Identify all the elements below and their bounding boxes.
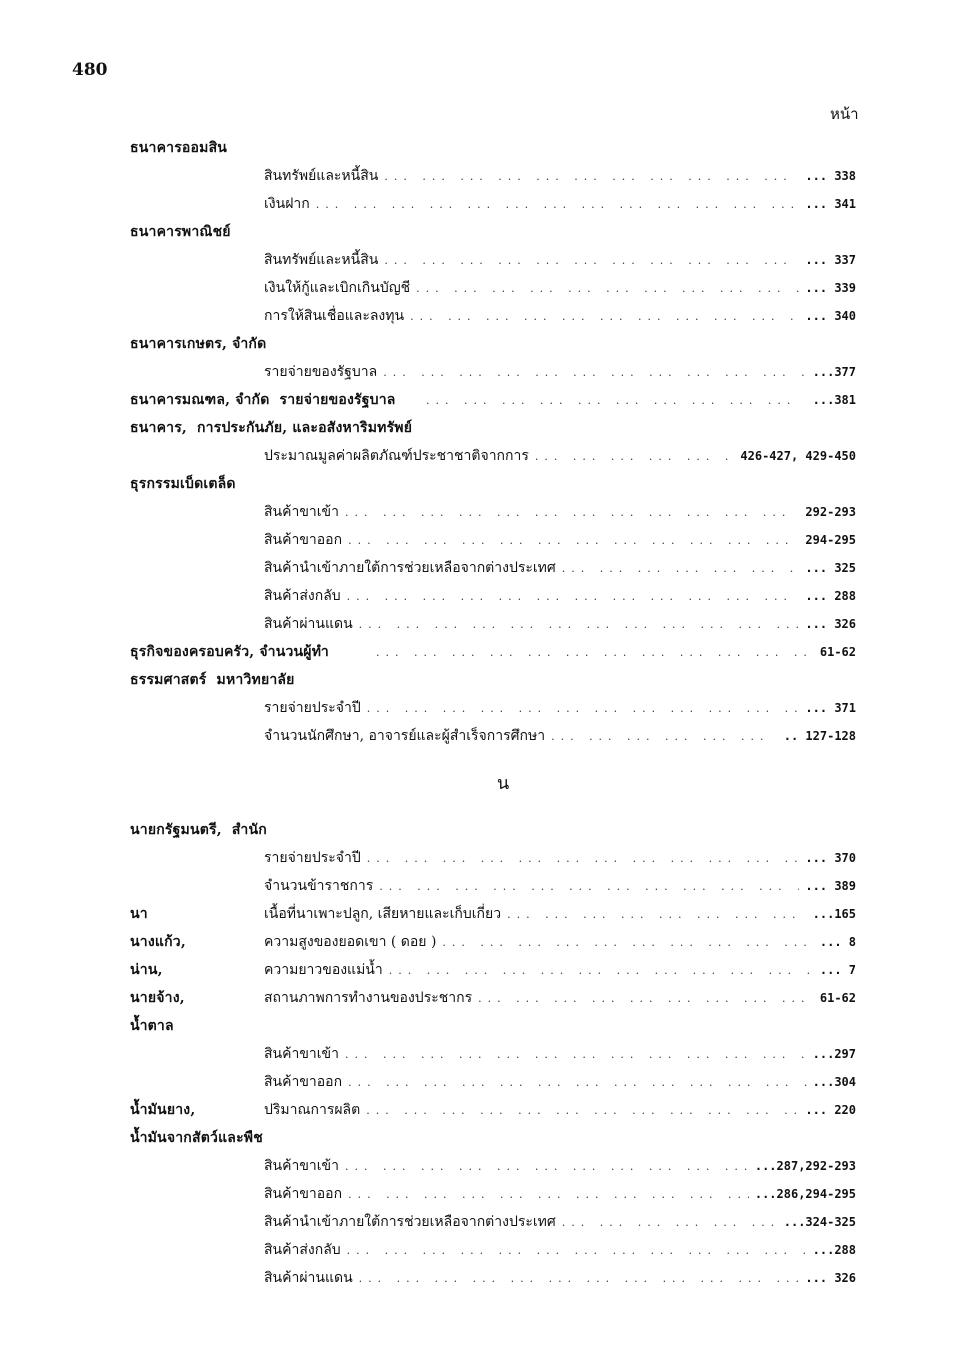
entry-detail	[264, 956, 856, 985]
dot-leader	[367, 695, 800, 723]
index-entry	[0, 190, 966, 218]
index-entry	[0, 414, 966, 442]
entry-detail	[264, 1236, 856, 1265]
dot-leader	[410, 303, 799, 331]
entry-subject: สินค้าส่งกลับ	[264, 588, 341, 604]
entry-detail	[264, 554, 856, 583]
dot-leader	[316, 191, 800, 219]
entry-subject: สินค้านำเข้าภายใต้การช่วยเหลือจากต่างประเทศ	[264, 560, 556, 576]
entry-detail	[264, 1208, 856, 1237]
entry-page-numbers: ... 7	[819, 963, 856, 977]
entry-page-numbers: ... 326	[805, 617, 856, 631]
entry-page-numbers: 294-295	[805, 533, 856, 547]
entry-subject: สินค้าผ่านแดน	[264, 616, 353, 632]
entry-subject: รายจ่ายของรัฐบาล	[264, 364, 378, 380]
entry-subject: สินค้าขาออก	[264, 532, 343, 548]
entry-page-numbers: ... 288	[805, 589, 856, 603]
index-entry	[0, 1152, 966, 1180]
dot-leader	[442, 929, 813, 957]
entry-detail	[370, 638, 856, 667]
index-entry	[0, 984, 966, 1012]
entry-subject: จำนวนนักศึกษา, อาจารย์และผู้สำเร็จการศึกษา	[264, 728, 546, 744]
index-entry	[0, 638, 966, 666]
entry-heading	[130, 134, 227, 162]
entry-heading	[130, 414, 412, 442]
index-entry	[0, 274, 966, 302]
entry-heading-text: น่าน,	[130, 962, 163, 978]
entry-heading	[130, 928, 186, 956]
entry-page-numbers: ... 220	[805, 1103, 856, 1117]
dot-leader	[389, 957, 814, 985]
index-entry	[0, 1264, 966, 1292]
index-entry	[0, 1124, 966, 1152]
entry-page-numbers: ...297	[812, 1047, 856, 1061]
entry-detail	[264, 1068, 856, 1097]
entry-heading	[130, 1012, 174, 1040]
entry-detail	[264, 722, 856, 751]
entry-heading-text: ธนาคารพาณิชย์	[130, 224, 231, 240]
entry-subject: สินค้าผ่านแดน	[264, 1270, 353, 1286]
dot-leader	[366, 1097, 799, 1125]
entry-subject: เงินให้กู้และเบิกเกินบัญชี	[264, 280, 411, 296]
entry-subject: สินทรัพย์และหนี้สิน	[264, 252, 379, 268]
index-entry	[0, 386, 966, 414]
index-entry	[0, 900, 966, 928]
index-entry	[0, 666, 966, 694]
index-entry	[0, 526, 966, 554]
entry-subject: การให้สินเชื่อและลงทุน	[264, 308, 405, 324]
entry-heading	[130, 218, 231, 246]
dot-leader	[416, 275, 799, 303]
index-entry	[0, 1180, 966, 1208]
index-entry	[0, 844, 966, 872]
entry-page-numbers: ...165	[812, 907, 856, 921]
dot-leader	[359, 1265, 800, 1293]
index-entry	[0, 928, 966, 956]
entry-page-numbers: ... 340	[805, 309, 856, 323]
page-number: 480	[72, 60, 108, 80]
dot-leader	[348, 1181, 749, 1209]
entry-page-numbers: ... 389	[805, 879, 856, 893]
entry-heading-text: น้ำมันจากสัตว์และพืช	[130, 1130, 263, 1146]
entry-page-numbers: ...381	[812, 393, 856, 407]
entry-page-numbers: 426-427, 429-450	[740, 449, 856, 463]
entry-page-numbers: ...304	[812, 1075, 856, 1089]
entry-heading-detail: การประกันภัย, และอสังหาริมทรัพย์	[197, 420, 413, 436]
entry-detail	[264, 1180, 856, 1209]
index-entry	[0, 302, 966, 330]
dot-leader	[345, 499, 799, 527]
page-column-label: หน้า	[830, 105, 859, 123]
index-entry	[0, 1068, 966, 1096]
entry-detail	[264, 582, 856, 611]
entry-page-numbers: ... 341	[805, 197, 856, 211]
entry-heading	[130, 1124, 263, 1152]
entry-detail	[264, 1264, 856, 1293]
dot-leader	[379, 873, 799, 901]
entry-page-numbers: ... 371	[805, 701, 856, 715]
entry-detail	[264, 442, 856, 471]
entry-page-numbers: ...288	[812, 1243, 856, 1257]
entry-heading-text: นางแก้ว,	[130, 934, 186, 950]
entry-detail	[264, 872, 856, 901]
entry-subject: รายจ่ายประจำปี	[264, 700, 361, 716]
entry-subject: สินค้านำเข้าภายใต้การช่วยเหลือจากต่างประเทศ	[264, 1214, 556, 1230]
section-letter: น	[496, 773, 510, 794]
entry-subject: สถานภาพการทำงานของประชากร	[264, 990, 473, 1006]
dot-leader	[367, 845, 800, 873]
entry-detail	[264, 1096, 856, 1125]
dot-leader	[347, 1237, 807, 1265]
entry-detail	[264, 358, 856, 387]
entry-page-numbers: ...377	[812, 365, 856, 379]
entry-page-numbers: ...286,294-295	[754, 1187, 856, 1201]
entry-detail	[264, 694, 856, 723]
index-entry	[0, 1096, 966, 1124]
entry-page-numbers: ... 370	[805, 851, 856, 865]
entry-detail	[264, 302, 856, 331]
entry-detail	[264, 162, 856, 191]
entry-heading-text: นา	[130, 906, 148, 922]
entry-subject: สินค้าขาเข้า	[264, 1046, 339, 1062]
entry-heading	[130, 1096, 195, 1124]
entry-page-numbers: ... 8	[819, 935, 856, 949]
index-entry	[0, 1040, 966, 1068]
dot-leader	[562, 1209, 778, 1237]
dot-leader	[535, 443, 735, 471]
entry-heading	[130, 666, 295, 694]
entry-heading-detail: มหาวิทยาลัย	[216, 672, 295, 688]
entry-heading-text: นายกรัฐมนตรี,	[130, 822, 222, 838]
index-entry	[0, 442, 966, 470]
index-entry	[0, 1236, 966, 1264]
entry-subject: จำนวนข้าราชการ	[264, 878, 374, 894]
entry-heading	[130, 816, 267, 844]
dot-leader	[376, 639, 814, 667]
entry-heading-detail: รายจ่ายของรัฐบาล	[279, 392, 396, 408]
entry-heading-text: ธนาคาร,	[130, 420, 187, 436]
index-list	[0, 134, 966, 1292]
entry-detail	[264, 844, 856, 873]
index-entry	[0, 694, 966, 722]
entry-page-numbers: ...287,292-293	[754, 1159, 856, 1173]
dot-leader	[345, 1153, 749, 1181]
entry-subject: สินค้าส่งกลับ	[264, 1242, 341, 1258]
entry-heading-text: ธนาคารออมสิน	[130, 140, 228, 156]
dot-leader	[551, 723, 778, 751]
entry-page-numbers: ... 325	[805, 561, 856, 575]
entry-heading	[130, 900, 148, 928]
entry-page-numbers: .. 127-128	[783, 729, 856, 743]
entry-detail	[264, 274, 856, 303]
entry-page-numbers: ...324-325	[783, 1215, 856, 1229]
entry-subject: ความยาวของแม่น้ำ	[264, 962, 383, 978]
entry-page-numbers: ... 326	[805, 1271, 856, 1285]
index-entry	[0, 330, 966, 358]
entry-page-numbers: 61-62	[819, 645, 856, 659]
entry-heading-text: ธุรกิจของครอบครัว, จำนวนผู้ทำ	[130, 644, 329, 660]
entry-detail	[264, 190, 856, 219]
index-entry	[0, 1012, 966, 1040]
entry-subject: รายจ่ายประจำปี	[264, 850, 361, 866]
entry-heading-text: ธรรมศาสตร์	[130, 672, 207, 688]
entry-heading	[130, 984, 185, 1012]
entry-subject: ประมาณมูลค่าผลิตภัณฑ์ประชาชาติจากการ	[264, 448, 529, 464]
index-entry	[0, 134, 966, 162]
entry-subject: ปริมาณการผลิต	[264, 1102, 361, 1118]
index-entry	[0, 246, 966, 274]
index-entry	[0, 956, 966, 984]
dot-leader	[478, 985, 814, 1013]
dot-leader	[562, 555, 800, 583]
entry-heading	[130, 956, 163, 984]
entry-detail	[264, 928, 856, 957]
entry-detail	[264, 498, 856, 527]
entry-heading-text: น้ำมันยาง,	[130, 1102, 196, 1118]
entry-detail	[264, 610, 856, 639]
entry-heading-detail: สำนัก	[231, 822, 267, 838]
index-entry	[0, 218, 966, 246]
entry-subject: สินค้าขาเข้า	[264, 1158, 339, 1174]
entry-subject: สินค้าขาออก	[264, 1074, 343, 1090]
index-entry	[0, 470, 966, 498]
entry-heading-text: ธนาคารเกษตร, จำกัด	[130, 336, 267, 352]
index-entry	[0, 554, 966, 582]
entry-page-numbers: ... 339	[805, 281, 856, 295]
entry-page-numbers: 292-293	[805, 505, 856, 519]
entry-page-numbers: ... 337	[805, 253, 856, 267]
index-entry	[0, 722, 966, 750]
dot-leader	[348, 527, 799, 555]
dot-leader	[426, 387, 807, 415]
entry-subject: เนื้อที่นาเพาะปลูก, เสียหายและเก็บเกี่ยว	[264, 906, 502, 922]
index-block-after	[0, 816, 966, 1292]
entry-heading	[130, 330, 266, 358]
entry-subject: เงินฝาก	[264, 196, 310, 212]
entry-heading-text: นายจ้าง,	[130, 990, 185, 1006]
entry-detail	[264, 900, 856, 929]
entry-subject: ความสูงของยอดเขา ( ดอย )	[264, 934, 437, 950]
dot-leader	[383, 359, 806, 387]
entry-detail	[264, 1040, 856, 1069]
dot-leader	[345, 1041, 807, 1069]
entry-subject: สินทรัพย์และหนี้สิน	[264, 168, 379, 184]
entry-detail	[264, 984, 856, 1013]
entry-page-numbers: ... 338	[805, 169, 856, 183]
entry-detail	[420, 386, 856, 415]
index-entry	[0, 582, 966, 610]
index-entry	[0, 498, 966, 526]
entry-heading	[130, 386, 396, 414]
entry-heading	[130, 638, 329, 666]
index-entry	[0, 610, 966, 638]
entry-page-numbers: 61-62	[819, 991, 856, 1005]
entry-subject: สินค้าขาออก	[264, 1186, 343, 1202]
entry-detail	[264, 1152, 856, 1181]
entry-heading	[130, 470, 236, 498]
entry-subject: สินค้าขาเข้า	[264, 504, 339, 520]
dot-leader	[507, 901, 807, 929]
index-entry	[0, 816, 966, 844]
dot-leader	[384, 247, 799, 275]
index-entry	[0, 358, 966, 386]
entry-heading-text: ธุรกรรมเบ็ดเตล็ด	[130, 476, 236, 492]
entry-heading-text: ธนาคารมณฑล, จำกัด	[130, 392, 270, 408]
entry-detail	[264, 246, 856, 275]
dot-leader	[359, 611, 800, 639]
dot-leader	[348, 1069, 807, 1097]
index-entry	[0, 872, 966, 900]
index-entry	[0, 1208, 966, 1236]
entry-heading-text: น้ำตาล	[130, 1018, 174, 1034]
dot-leader	[384, 163, 799, 191]
dot-leader	[347, 583, 800, 611]
entry-detail	[264, 526, 856, 555]
index-block-before	[0, 134, 966, 750]
index-entry	[0, 162, 966, 190]
